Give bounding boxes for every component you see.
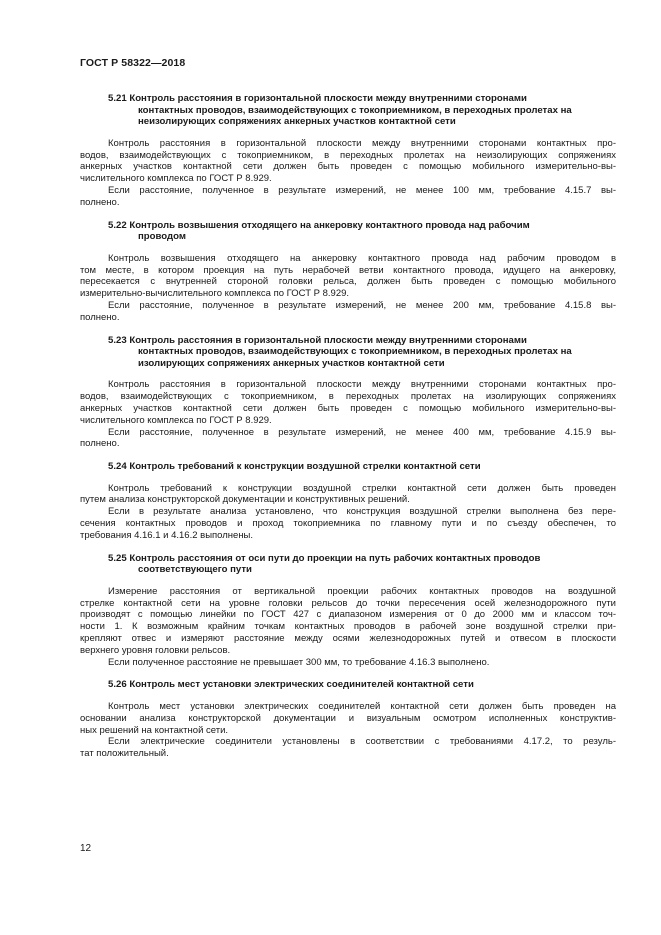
paragraph-line: Если в результате анализа установлено, что конструкция воздушной стрелки выполнена без пере- — [108, 506, 616, 518]
paragraph — [80, 506, 616, 541]
section-title-line: контактных проводов, взаимодействующих с токоприемником, в переходных пролетах на — [138, 346, 572, 358]
paragraph-line: стрелке контактной сети на уровне головки рельсов до точки пересечения осей железнодорожного пути — [80, 597, 616, 609]
paragraph-line: полнено. — [80, 196, 120, 208]
section-25 — [80, 553, 616, 669]
paragraph-line: числительного комплекса по ГОСТ Р 8.929. — [80, 414, 272, 426]
paragraph-line: Контроль требований к конструкции воздушной стрелки контактной сети должен быть проведен — [108, 482, 616, 494]
paragraph — [80, 736, 616, 760]
section-title — [80, 553, 616, 576]
paragraph-line: требования 4.16.1 и 4.16.2 выполнены. — [80, 529, 254, 541]
section-title-line: 5.25 Контроль расстояния от оси пути до проекции на путь рабочих контактных проводов — [108, 552, 541, 564]
page-number: 12 — [80, 843, 92, 854]
paragraph — [80, 185, 616, 209]
paragraph-line: Контроль возвышения отходящего на анкеровку контактного провода над рабочим проводом в — [108, 252, 616, 264]
paragraph-line: Если расстояние, полученное в результате измерений, не менее 100 мм, требование 4.15.7 вы- — [108, 184, 616, 196]
paragraph-line: Если расстояние, полученное в результате измерений, не менее 400 мм, требование 4.15.9 вы- — [108, 426, 616, 438]
section-24 — [80, 461, 616, 542]
paragraph-line: производят с помощью линейки по ГОСТ 427 с диапазоном измерения от 0 до 2000 мм и классом точ- — [80, 609, 616, 621]
section-26 — [80, 679, 616, 760]
paragraph — [80, 427, 616, 451]
paragraph-line: полнено. — [80, 438, 120, 450]
paragraph-line: анкерных участков контактной сети должен быть проведен с помощью мобильного измерительно-вы- — [80, 402, 616, 414]
paragraph-line: верхнего уровня головки рельсов. — [80, 644, 231, 656]
paragraph-line: анкерных участков контактной сети должен быть проведен с помощью мобильного измерительно-вы- — [80, 161, 616, 173]
paragraph-line: крепляют отвес и измеряют расстояние между осями железнодорожных путей и отвесом в плоскости — [80, 633, 616, 645]
section-title — [80, 335, 616, 370]
paragraph-line: измерительно-вычислительного комплекса по ГОСТ Р 8.929. — [80, 288, 350, 300]
paragraph-line: том месте, в котором проекция на путь нерабочей ветви контактного провода, идущего на анкеровку, — [80, 264, 616, 276]
paragraph-line: водов, взаимодействующих с токоприемником, в переходных пролетах на неизолирующих сопряжениях — [80, 149, 616, 161]
paragraph-line: Контроль расстояния в горизонтальной плоскости между внутренними сторонами контактных про- — [108, 137, 616, 149]
paragraph-line: пересекается с внутренней стороной головки рельса, должен быть проведен с помощью мобильного — [80, 276, 616, 288]
section-21 — [80, 93, 616, 209]
paragraph-line: тат положительный. — [80, 748, 169, 760]
paragraph-line: ности 1. К возможным крайним точкам контактных проводов в рабочей зоне воздушной стрелки при- — [80, 621, 616, 633]
section-title — [80, 461, 616, 473]
section-title-line: 5.23 Контроль расстояния в горизонтальной плоскости между внутренними сторонами — [108, 334, 527, 346]
paragraph — [80, 701, 616, 736]
paragraph-line: основании анализа конструкторской документации и визуальным осмотром исполненных конструктив- — [80, 712, 616, 724]
section-title — [80, 220, 616, 243]
section-23 — [80, 335, 616, 451]
section-title-line: изолирующих сопряжениях анкерных участков контактной сети — [138, 357, 445, 369]
section-title-line: 5.21 Контроль расстояния в горизонтальной плоскости между внутренними сторонами — [108, 93, 527, 104]
section-title-line: контактных проводов, взаимодействующих с токоприемником, в переходных пролетах на — [138, 104, 572, 116]
paragraph — [80, 379, 616, 426]
paragraph — [80, 657, 616, 669]
paragraph-line: сечения контактных проводов и проход токоприемника по главному пути и по съезду обеспечен, то — [80, 518, 616, 530]
paragraph-line: Измерение расстояния от вертикальной проекции рабочих контактных проводов на воздушной — [108, 585, 616, 597]
section-title — [80, 679, 616, 691]
paragraph-line: Контроль расстояния в горизонтальной плоскости между внутренними сторонами контактных про- — [108, 379, 616, 391]
paragraph-line: числительного комплекса по ГОСТ Р 8.929. — [80, 173, 272, 185]
section-title — [80, 93, 616, 128]
paragraph-line: Если электрические соединители установлены в соответствии с требованиями 4.17.2, то резуль- — [108, 736, 616, 748]
paragraph-line: водов, взаимодействующих с токоприемником, в переходных пролетах на изолирующих сопряжениях — [80, 391, 616, 403]
paragraph — [80, 483, 616, 507]
paragraph-line: Если полученное расстояние не превышает 300 мм, то требование 4.16.3 выполнено. — [108, 656, 490, 668]
section-title-line: соответствующего пути — [138, 564, 252, 576]
paragraph-line: Если расстояние, полученное в результате измерений, не менее 200 мм, требование 4.15.8 вы- — [108, 299, 616, 311]
paragraph — [80, 586, 616, 657]
paragraph-line: путем анализа конструкторской документации и конструктивных решений. — [80, 494, 410, 506]
paragraph-line: Контроль мест установки электрических соединителей контактной сети должен быть проведен на — [108, 701, 616, 713]
document-id-header: ГОСТ Р 58322—2018 — [80, 57, 186, 69]
paragraph — [80, 253, 616, 300]
section-title-line: 5.22 Контроль возвышения отходящего на анкеровку контактного провода над рабочим — [108, 219, 530, 231]
paragraph — [80, 300, 616, 324]
section-22 — [80, 220, 616, 324]
paragraph-line: полнено. — [80, 311, 120, 323]
section-title-line: проводом — [138, 231, 186, 243]
section-title-line: неизолирующих сопряжениях анкерных участков контактной сети — [138, 116, 456, 128]
paragraph-line: ных решений на контактной сети. — [80, 724, 229, 736]
document-body — [80, 93, 616, 771]
section-title-line: 5.24 Контроль требований к конструкции воздушной стрелки контактной сети — [108, 461, 481, 473]
section-title-line: 5.26 Контроль мест установки электрических соединителей контактной сети — [108, 679, 474, 691]
paragraph — [80, 138, 616, 185]
